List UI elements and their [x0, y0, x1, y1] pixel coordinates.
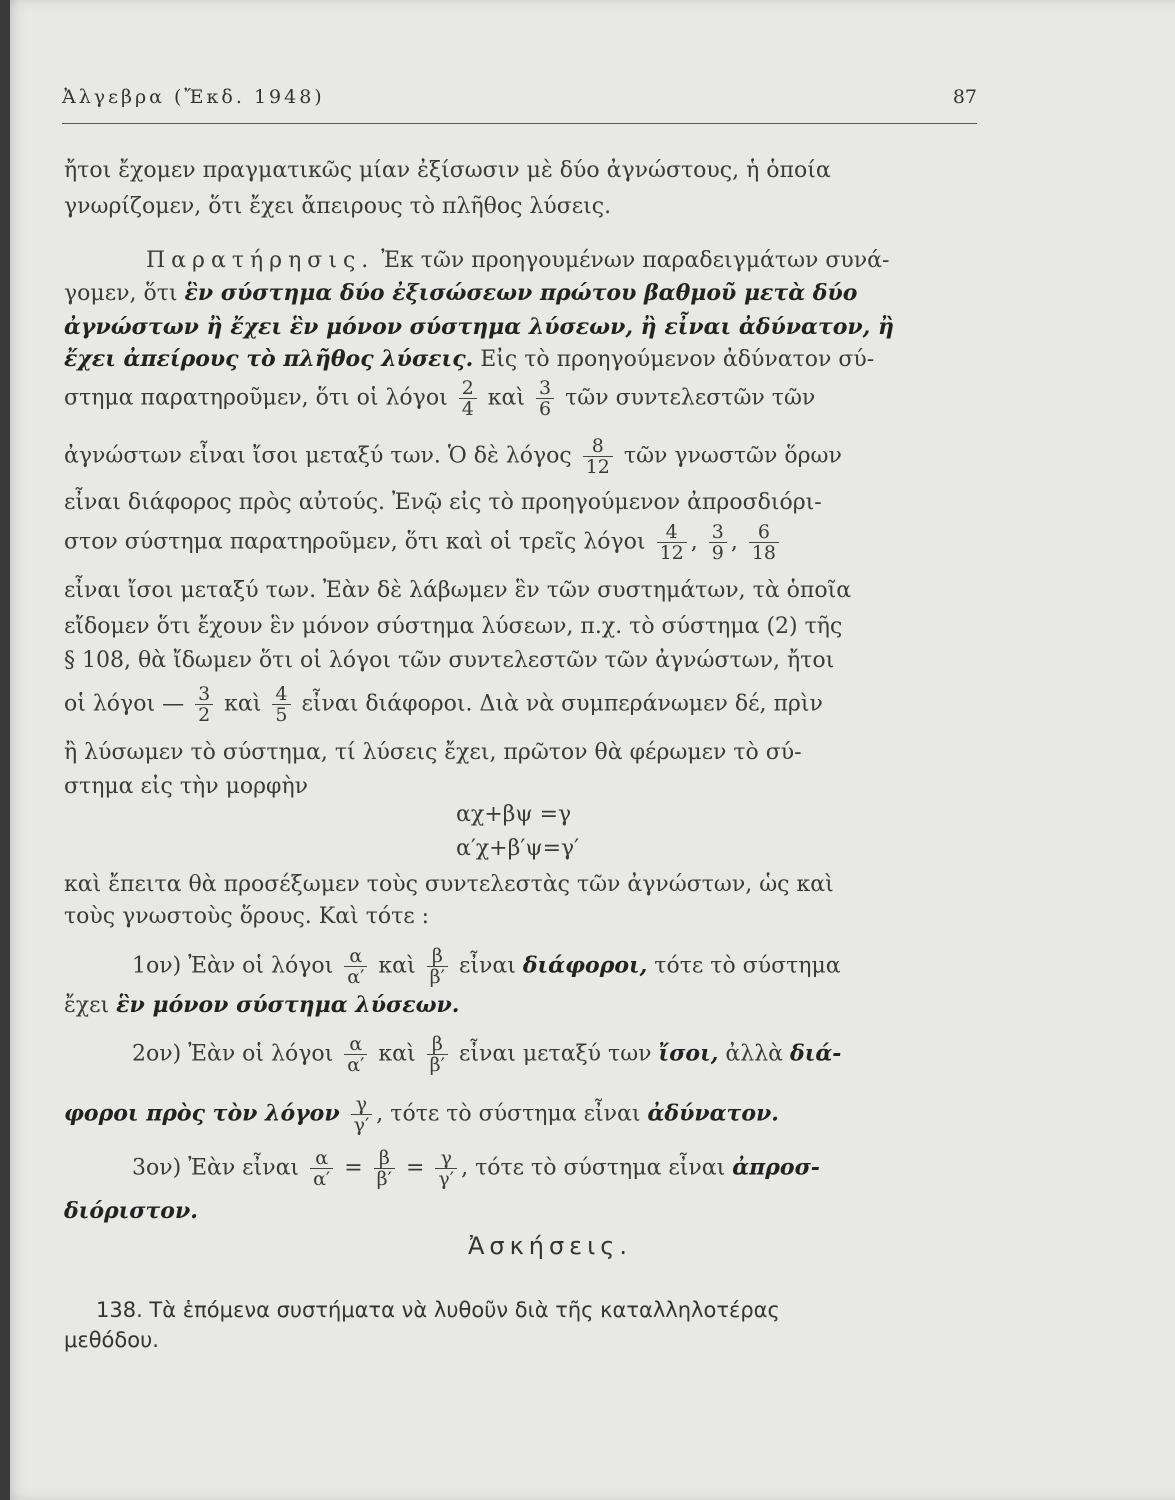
remark-line10: εἴδομεν ὅτι ἔχουν ἓν μόνον σύστημα λύσεων, π.χ. τὸ σύστημα (2) τῆς [64, 614, 843, 639]
fraction-3-6: $\frac{3}{6}$ [536, 378, 554, 419]
remark-line9: εἶναι ἴσοι μεταξύ των. Ἐὰν δὲ λάβωμεν ἓν τῶν συστημάτων, τὰ ὁποῖα [64, 578, 852, 603]
remark-line1: Παρατήρησις. Ἐκ τῶν προηγουμένων παραδειγμάτων συνά- [146, 248, 890, 273]
remark-line11: § 108, θὰ ἴδωμεν ὅτι οἱ λόγοι τῶν συντελεστῶν τῶν ἀγνώστων, ἤτοι [64, 648, 835, 673]
section-heading: Ἀσκήσεις. [467, 1232, 632, 1260]
remark-line8: στον σύστημα παρατηροῦμεν, ὅτι καὶ οἱ τρεῖς λόγοι $\frac{4}{12}$ , $\frac{3}{9}$ , $\frac{6}{18}$ [64, 522, 989, 563]
p3-line2: τοὺς γνωστοὺς ὅρους. Καὶ τότε : [64, 904, 430, 929]
remark-line3: ἀγνώστων ἢ ἔχει ἓν μόνον σύστημα λύσεων, ἢ εἶναι ἀδύνατον, ἢ [64, 314, 894, 340]
fraction-2-4: $\frac{2}{4}$ [459, 378, 477, 419]
equation-2: α′χ+β′ψ=γ′ [456, 836, 580, 861]
remark-title: Παρατήρησις. [146, 248, 375, 273]
fraction-alpha: $\frac{\alpha}{\alpha'}$ [344, 1034, 367, 1075]
case1-line2: ἔχει ἓν μόνον σύστημα λύσεων. [64, 992, 460, 1018]
fraction-gamma: $\frac{\gamma}{\gamma'}$ [351, 1094, 373, 1135]
case1-line1: 1ον) Ἐὰν οἱ λόγοι $\frac{\alpha}{\alpha'}$ καὶ $\frac{\beta}{\beta'}$ εἶναι διάφοροι, τότε τὸ σύστημα [132, 945, 841, 988]
exercise-line1: 138. Τὰ ἑπόμενα συστήματα νὰ λυθοῦν διὰ τῆς καταλληλοτέρας [96, 1298, 780, 1322]
header-title: Ἀλγεβρα (Ἔκδ. 1948) [62, 86, 325, 108]
book-spine [0, 0, 10, 1500]
running-header [62, 86, 977, 108]
fraction-alpha: $\frac{\alpha}{\alpha'}$ [310, 1148, 333, 1189]
fraction-8-12: $\frac{8}{12}$ [583, 436, 613, 477]
exercise-line2: μεθόδου. [64, 1328, 159, 1352]
fraction-3-2: $\frac{3}{2}$ [195, 684, 213, 725]
header-rule [62, 123, 977, 124]
remark-line5: στημα παρατηροῦμεν, ὅτι οἱ λόγοι $\frac{2}{4}$ καὶ $\frac{3}{6}$ τῶν συντελεστῶν τῶν [64, 377, 816, 420]
remark-line14: στημα εἰς τὴν μορφὴν [64, 774, 309, 799]
remark-line6: ἀγνώστων εἶναι ἴσοι μεταξύ των. Ὁ δὲ λόγος $\frac{8}{12}$ τῶν γνωστῶν ὅρων [64, 435, 842, 478]
case3-line2: διόριστον. [64, 1198, 198, 1224]
fraction-4-12: $\frac{4}{12}$ [657, 522, 687, 563]
fraction-alpha: $\frac{\alpha}{\alpha'}$ [344, 946, 367, 987]
equation-1: αχ+βψ =γ [456, 802, 572, 827]
remark-line4: ἔχει ἀπείρους τὸ πλῆθος λύσεις. Εἰς τὸ προηγούμενον ἀδύνατον σύ- [64, 346, 875, 372]
fraction-beta: $\frac{\beta}{\beta'}$ [374, 1148, 395, 1189]
p1-line1: ἤτοι ἔχομεν πραγματικῶς μίαν ἐξίσωσιν μὲ δύο ἀγνώστους, ἡ ὁποία [64, 158, 831, 183]
fraction-beta: $\frac{\beta}{\beta'}$ [427, 946, 448, 987]
p3-line1: καὶ ἔπειτα θὰ προσέξωμεν τοὺς συντελεστὰς τῶν ἀγνώστων, ὡς καὶ [64, 872, 834, 897]
case2-line1: 2ον) Ἐὰν οἱ λόγοι $\frac{\alpha}{\alpha'}$ καὶ $\frac{\beta}{\beta'}$ εἶναι μεταξύ των ἴσοι, ἀλλὰ διά- [132, 1033, 842, 1076]
remark-line12: οἱ λόγοι — $\frac{3}{2}$ καὶ $\frac{4}{5}$ εἶναι διάφοροι. Διὰ νὰ συμπεράνωμεν δέ, πρὶν [64, 683, 823, 726]
fraction-beta: $\frac{\beta}{\beta'}$ [427, 1034, 448, 1075]
remark-line13: ἢ λύσωμεν τὸ σύστημα, τί λύσεις ἔχει, πρῶτον θὰ φέρωμεν τὸ σύ- [64, 740, 802, 765]
p1-line2: γνωρίζομεν, ὅτι ἔχει ἄπειρους τὸ πλῆθος λύσεις. [64, 194, 612, 219]
page-number: 87 [952, 86, 977, 108]
fraction-6-18: $\frac{6}{18}$ [749, 522, 779, 563]
fraction-gamma: $\frac{\gamma}{\gamma'}$ [435, 1148, 457, 1189]
remark-line2: γομεν, ὅτι ἓν σύστημα δύο ἐξισώσεων πρώτου βαθμοῦ μετὰ δύο [64, 280, 858, 306]
remark-line7: εἶναι διάφορος πρὸς αὐτούς. Ἐνῷ εἰς τὸ προηγούμενον ἀπροσδιόρι- [64, 490, 822, 515]
case3-line1: 3ον) Ἐὰν εἶναι $\frac{\alpha}{\alpha'}$ = $\frac{\beta}{\beta'}$ = $\frac{\gamma}{\gamma'}$ , τότε τὸ σύστημα εἶναι ἀπροσ- [132, 1147, 820, 1190]
fraction-3-9: $\frac{3}{9}$ [709, 522, 727, 563]
case2-line2: φοροι πρὸς τὸν λόγον $\frac{\gamma}{\gamma'}$ , τότε τὸ σύστημα εἶναι ἀδύνατον. [64, 1093, 779, 1136]
fraction-4-5: $\frac{4}{5}$ [272, 684, 290, 725]
